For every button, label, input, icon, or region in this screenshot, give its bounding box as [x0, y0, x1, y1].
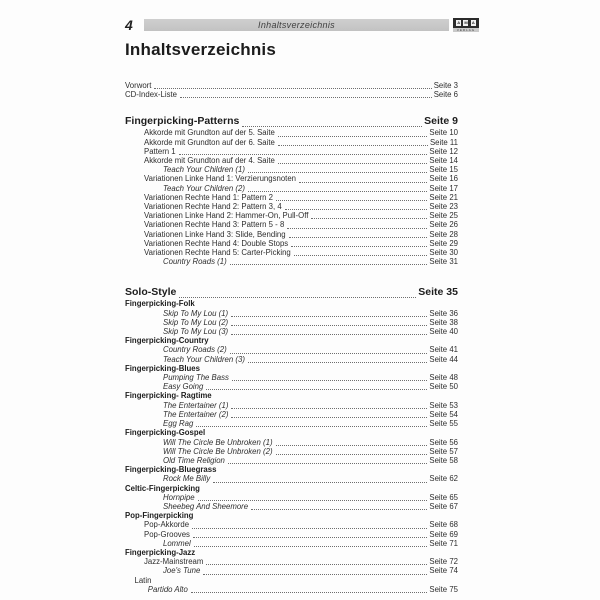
toc-entry-label: Country Roads (2): [163, 345, 227, 355]
header-bar: [144, 19, 449, 31]
toc-entry-page: Seite 29: [429, 238, 458, 248]
toc-entry-label: Egg Rag: [163, 419, 194, 429]
book-page: [125, 17, 479, 594]
toc-row: [125, 520, 458, 529]
toc-row: [125, 81, 458, 90]
dotted-leader: [179, 297, 416, 298]
dotted-leader: [287, 228, 427, 229]
toc-entry-page: Seite 35: [418, 286, 458, 299]
toc-row: [125, 364, 458, 373]
toc-entry-page: Seite 15: [429, 165, 458, 175]
toc-row: [125, 239, 458, 248]
toc-entry-label: Pop-Akkorde: [144, 520, 190, 530]
dotted-leader: [179, 154, 428, 155]
toc-row: [125, 90, 458, 99]
toc-row: [125, 309, 458, 318]
toc-entry-label: Fingerpicking-Blues: [125, 363, 200, 373]
dotted-leader: [228, 463, 427, 464]
toc-row: [125, 336, 458, 345]
toc-row: [125, 465, 458, 474]
toc-entry-label: Easy Going: [163, 382, 204, 392]
toc-row: [125, 493, 458, 502]
header-page-number: 4: [125, 17, 133, 33]
toc-row: [125, 184, 458, 193]
toc-entry-page: Seite 11: [429, 137, 458, 147]
toc-row: [125, 355, 458, 364]
toc-entry-page: Seite 12: [429, 146, 458, 156]
toc-entry-page: Seite 41: [429, 345, 458, 355]
toc-row: [125, 286, 458, 299]
toc-entry-page: Seite 75: [429, 584, 458, 594]
toc-entry-label: Variationen Linke Hand 2: Hammer-On, Pull-Off: [144, 211, 309, 221]
toc-row: [125, 202, 458, 211]
toc-row: [125, 211, 458, 220]
toc-entry-label: Partido Alto: [147, 584, 188, 594]
toc-entry-label: Variationen Rechte Hand 1: Pattern 2: [144, 192, 274, 202]
toc-entry-label: Skip To My Lou (3): [163, 327, 229, 337]
toc-row: [125, 174, 458, 183]
publisher-logo-letters: [453, 18, 479, 28]
toc-row: [125, 557, 458, 566]
toc-entry-label: Latin: [134, 575, 152, 585]
toc-entry-label: Fingerpicking-Gospel: [125, 428, 206, 438]
toc-entry-page: Seite 38: [429, 317, 458, 327]
toc-entry-label: Celtic-Fingerpicking: [125, 483, 200, 493]
toc-row: [125, 511, 458, 520]
toc-entry-page: Seite 74: [429, 566, 458, 576]
toc-entry-label: Variationen Linke Hand 1: Verzierungsnoten: [144, 174, 296, 184]
toc-entry-page: Seite 55: [429, 419, 458, 429]
toc-entry-label: Old Time Religion: [163, 455, 225, 465]
toc-entry-page: Seite 6: [433, 90, 458, 100]
dotted-leader: [276, 200, 427, 201]
toc-entry-label: Fingerpicking-Jazz: [125, 547, 196, 557]
toc-entry-label: Lommel: [163, 538, 191, 548]
dotted-leader: [278, 136, 427, 137]
dotted-leader: [294, 255, 428, 256]
dotted-leader: [154, 88, 431, 89]
toc-entry-page: Seite 36: [429, 308, 458, 318]
toc-entry-label: Jazz-Mainstream: [144, 557, 204, 567]
logo-letter: A: [457, 20, 461, 25]
dotted-leader: [192, 528, 427, 529]
logo-letter: M: [464, 20, 468, 25]
toc-entry-page: Seite 65: [429, 492, 458, 502]
toc-entry-page: Seite 14: [429, 156, 458, 166]
dotted-leader: [193, 537, 427, 538]
dotted-leader: [213, 482, 427, 483]
toc-row: [125, 391, 458, 400]
toc-entry-label: Country Roads (1): [163, 257, 227, 267]
toc-entry-page: Seite 44: [429, 354, 458, 364]
dotted-leader: [231, 316, 427, 317]
dotted-leader: [231, 334, 427, 335]
dotted-leader: [230, 353, 428, 354]
toc-entry-page: Seite 23: [429, 202, 458, 212]
toc-row: [125, 576, 458, 585]
toc-entry-page: Seite 50: [429, 382, 458, 392]
toc-entry-label: Solo-Style: [125, 286, 177, 299]
toc-entry-page: Seite 30: [429, 248, 458, 258]
toc-row: [125, 318, 458, 327]
toc-entry-page: Seite 48: [429, 373, 458, 383]
toc-row: [125, 474, 458, 483]
toc-entry-page: Seite 53: [429, 400, 458, 410]
toc-row: [125, 456, 458, 465]
toc-entry-label: CD-Index-Liste: [125, 90, 177, 100]
toc-entry-page: Seite 28: [429, 229, 458, 239]
toc-entry-label: Skip To My Lou (2): [163, 317, 229, 327]
toc-row: [125, 156, 458, 165]
toc-row: [125, 327, 458, 336]
dotted-leader: [251, 509, 427, 510]
toc-row: [125, 585, 458, 594]
toc-row: [125, 373, 458, 382]
toc-entry-label: Fingerpicking-Bluegrass: [125, 465, 217, 475]
toc-row: [125, 382, 458, 391]
toc-row: [125, 257, 458, 266]
toc-entry-label: Pop-Grooves: [144, 529, 190, 539]
toc-entry-page: Seite 25: [429, 211, 458, 221]
toc-entry-page: Seite 3: [433, 81, 458, 90]
toc-row: [125, 248, 458, 257]
toc-entry-label: Pop-Fingerpicking: [125, 511, 194, 521]
toc-entry-label: Pumping The Bass: [163, 373, 229, 383]
dotted-leader: [230, 264, 428, 265]
toc-row: [125, 428, 458, 437]
toc-row: [125, 115, 458, 128]
toc-row: [125, 345, 458, 354]
toc-entry-label: Variationen Rechte Hand 2: Pattern 3, 4: [144, 202, 282, 212]
toc-block-solo-style: [125, 286, 458, 594]
dotted-leader: [206, 389, 427, 390]
toc-entry-label: The Entertainer (2): [163, 409, 229, 419]
toc-row: [125, 539, 458, 548]
toc-entry-page: Seite 57: [429, 446, 458, 456]
toc-row: [125, 566, 458, 575]
toc-entry-label: Fingerpicking-Patterns: [125, 115, 240, 128]
toc-row: [125, 548, 458, 557]
dotted-leader: [311, 218, 427, 219]
toc-entry-label: Variationen Linke Hand 3: Slide, Bending: [144, 229, 286, 239]
toc-entry-label: Rock Me Billy: [163, 474, 211, 484]
toc-entry-label: Hornpipe: [163, 492, 195, 502]
toc-row: [125, 502, 458, 511]
toc-entry-page: Seite 56: [429, 437, 458, 447]
toc-row: [125, 165, 458, 174]
toc-entry-label: Fingerpicking- Ragtime: [125, 391, 212, 401]
toc-block-fingerpicking-patterns: [125, 115, 458, 266]
toc-entry-page: Seite 40: [429, 327, 458, 337]
toc-entry-label: Sheebeg And Sheemore: [163, 501, 249, 511]
toc-entry-page: Seite 72: [429, 557, 458, 567]
toc-entry-label: Will The Circle Be Unbroken (2): [163, 446, 273, 456]
toc-entry-label: Teach Your Children (2): [163, 183, 245, 193]
toc-row: [125, 230, 458, 239]
toc-entry-page: Seite 31: [429, 257, 458, 267]
dotted-leader: [248, 191, 427, 192]
dotted-leader: [278, 163, 427, 164]
toc-entry-label: Akkorde mit Grundton auf der 4. Saite: [144, 156, 275, 166]
toc-row: [125, 410, 458, 419]
toc-entry-page: Seite 62: [429, 474, 458, 484]
toc-entry-label: Variationen Rechte Hand 3: Pattern 5 - 8: [144, 220, 285, 230]
dotted-leader: [231, 325, 427, 326]
dotted-leader: [289, 237, 428, 238]
dotted-leader: [180, 97, 432, 98]
dotted-leader: [242, 126, 422, 127]
toc-entry-page: Seite 17: [429, 183, 458, 193]
dotted-leader: [276, 445, 428, 446]
toc-row: [125, 401, 458, 410]
toc-row: [125, 128, 458, 137]
toc-entry-label: Skip To My Lou (1): [163, 308, 229, 318]
toc-entry-label: Will The Circle Be Unbroken (1): [163, 437, 273, 447]
toc-entry-page: Seite 58: [429, 455, 458, 465]
dotted-leader: [198, 500, 428, 501]
toc-entry-label: Variationen Rechte Hand 5: Carter-Picking: [144, 248, 291, 258]
toc-entry-page: Seite 10: [429, 128, 458, 138]
dotted-leader: [203, 574, 427, 575]
dotted-leader: [206, 564, 427, 565]
toc-row: [125, 438, 458, 447]
toc-row: [125, 419, 458, 428]
toc-entry-page: Seite 9: [424, 115, 458, 128]
toc-entry-label: Teach Your Children (3): [163, 354, 245, 364]
dotted-leader: [196, 426, 427, 427]
dotted-leader: [231, 408, 427, 409]
toc-entry-label: Variationen Rechte Hand 4: Double Stops: [144, 238, 289, 248]
dotted-leader: [278, 145, 428, 146]
toc-row: [125, 484, 458, 493]
toc-row: [125, 447, 458, 456]
page-title: Inhaltsverzeichnis: [125, 40, 276, 59]
toc-block-front-matter: [125, 81, 458, 99]
toc-row: [125, 147, 458, 156]
toc-row: [125, 138, 458, 147]
dotted-leader: [191, 592, 428, 593]
dotted-leader: [285, 209, 428, 210]
toc-entry-page: Seite 16: [429, 174, 458, 184]
dotted-leader: [231, 417, 427, 418]
toc-entry-label: Vorwort: [125, 81, 152, 90]
toc-entry-label: Fingerpicking-Country: [125, 336, 209, 346]
dotted-leader: [248, 172, 427, 173]
header-running-title: Inhaltsverzeichnis: [258, 20, 335, 30]
toc-entry-page: Seite 21: [429, 192, 458, 202]
toc-entry-label: The Entertainer (1): [163, 400, 229, 410]
publisher-logo: [453, 18, 479, 32]
toc-row: [125, 193, 458, 202]
toc-row: [125, 220, 458, 229]
toc-row: [125, 530, 458, 539]
dotted-leader: [299, 182, 427, 183]
toc-entry-page: Seite 68: [429, 520, 458, 530]
toc-entry-page: Seite 69: [429, 529, 458, 539]
dotted-leader: [232, 380, 428, 381]
toc-entry-page: Seite 71: [429, 538, 458, 548]
logo-letter: A: [471, 20, 475, 25]
toc-entry-label: Fingerpicking-Folk: [125, 299, 195, 309]
toc-row: [125, 299, 458, 308]
toc: [125, 81, 458, 594]
toc-entry-page: Seite 26: [429, 220, 458, 230]
toc-entry-label: Pattern 1: [144, 146, 176, 156]
toc-entry-page: Seite 67: [429, 501, 458, 511]
dotted-leader: [194, 546, 428, 547]
dotted-leader: [291, 246, 427, 247]
dotted-leader: [276, 454, 428, 455]
toc-entry-label: Akkorde mit Grundton auf der 5. Saite: [144, 128, 275, 138]
toc-entry-label: Teach Your Children (1): [163, 165, 245, 175]
toc-entry-page: Seite 54: [429, 409, 458, 419]
dotted-leader: [248, 362, 427, 363]
toc-entry-label: Akkorde mit Grundton auf der 6. Saite: [144, 137, 275, 147]
toc-entry-label: Joe's Tune: [163, 566, 201, 576]
running-header: [125, 17, 479, 33]
publisher-logo-subtext: VERLAG: [453, 28, 479, 32]
